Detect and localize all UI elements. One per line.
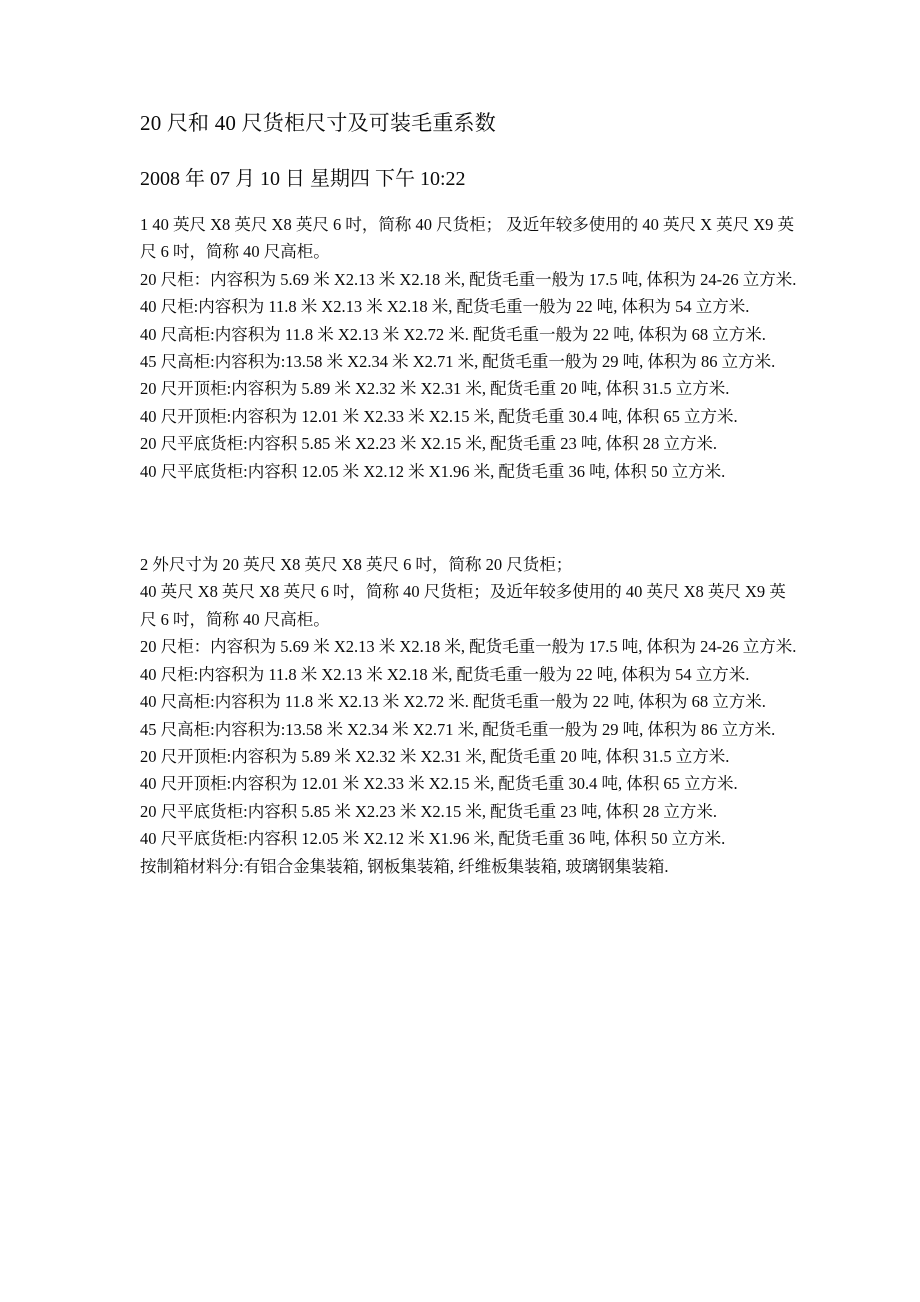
- paragraph-line: 40 英尺 X8 英尺 X8 英尺 6 吋，简称 40 尺货柜；及近年较多使用的 40 英尺 X8 英尺 X9 英尺 6 吋，简称 40 尺高柜。: [140, 582, 786, 629]
- document-body: [140, 108, 800, 880]
- paragraph-line: 2 外尺寸为 20 英尺 X8 英尺 X8 英尺 6 吋，简称 20 尺货柜；: [140, 555, 573, 575]
- paragraph-line: 1 40 英尺 X8 英尺 X8 英尺 6 吋，简称 40 尺货柜； 及近年较多使用的 40 英尺 X 英尺 X9 英尺 6 吋，简称 40 尺高柜。: [140, 215, 795, 262]
- paragraph-line: 40 尺柜:内容积为 11.8 米 X2.13 米 X2.18 米, 配货毛重一般为 22 吨, 体积为 54 立方米.: [140, 297, 750, 317]
- paragraph-line: 20 尺柜：内容积为 5.69 米 X2.13 米 X2.18 米, 配货毛重一般为 17.5 吨, 体积为 24-26 立方米.: [140, 637, 797, 657]
- paragraph-line: 按制箱材料分:有铝合金集装箱, 钢板集装箱, 纤维板集装箱, 玻璃钢集装箱.: [140, 856, 669, 876]
- paragraph-line: 20 尺柜：内容积为 5.69 米 X2.13 米 X2.18 米, 配货毛重一般为 17.5 吨, 体积为 24-26 立方米.: [140, 269, 797, 289]
- section-two: [140, 551, 800, 880]
- paragraph-line: 40 尺高柜:内容积为 11.8 米 X2.13 米 X2.72 米. 配货毛重一般为 22 吨, 体积为 68 立方米.: [140, 692, 766, 712]
- paragraph-line: 20 尺开顶柜:内容积为 5.89 米 X2.32 米 X2.31 米, 配货毛重 20 吨, 体积 31.5 立方米.: [140, 379, 730, 399]
- page-title: 20 尺和 40 尺货柜尺寸及可装毛重系数: [140, 111, 496, 135]
- paragraph-line: 45 尺高柜:内容积为:13.58 米 X2.34 米 X2.71 米, 配货毛重一般为 29 吨, 体积为 86 立方米.: [140, 719, 776, 739]
- paragraph-line: 20 尺平底货柜:内容积 5.85 米 X2.23 米 X2.15 米, 配货毛重 23 吨, 体积 28 立方米.: [140, 801, 718, 821]
- paragraph-line: 40 尺平底货柜:内容积 12.05 米 X2.12 米 X1.96 米, 配货毛重 36 吨, 体积 50 立方米.: [140, 829, 726, 849]
- paragraph-line: 40 尺柜:内容积为 11.8 米 X2.13 米 X2.18 米, 配货毛重一般为 22 吨, 体积为 54 立方米.: [140, 664, 750, 684]
- document-date: 2008 年 07 月 10 日 星期四 下午 10:22: [140, 168, 466, 190]
- paragraph-line: 40 尺开顶柜:内容积为 12.01 米 X2.33 米 X2.15 米, 配货毛重 30.4 吨, 体积 65 立方米.: [140, 774, 738, 794]
- paragraph-line: 40 尺平底货柜:内容积 12.05 米 X2.12 米 X1.96 米, 配货毛重 36 吨, 体积 50 立方米.: [140, 461, 726, 481]
- paragraph-line: 20 尺开顶柜:内容积为 5.89 米 X2.32 米 X2.31 米, 配货毛重 20 吨, 体积 31.5 立方米.: [140, 746, 730, 766]
- section-one: [140, 211, 800, 485]
- paragraph-line: 40 尺高柜:内容积为 11.8 米 X2.13 米 X2.72 米. 配货毛重一般为 22 吨, 体积为 68 立方米.: [140, 324, 766, 344]
- paragraph-line: 20 尺平底货柜:内容积 5.85 米 X2.23 米 X2.15 米, 配货毛重 23 吨, 体积 28 立方米.: [140, 434, 718, 454]
- paragraph-line: 45 尺高柜:内容积为:13.58 米 X2.34 米 X2.71 米, 配货毛重一般为 29 吨, 体积为 86 立方米.: [140, 352, 776, 372]
- paragraph-line: 40 尺开顶柜:内容积为 12.01 米 X2.33 米 X2.15 米, 配货毛重 30.4 吨, 体积 65 立方米.: [140, 406, 738, 426]
